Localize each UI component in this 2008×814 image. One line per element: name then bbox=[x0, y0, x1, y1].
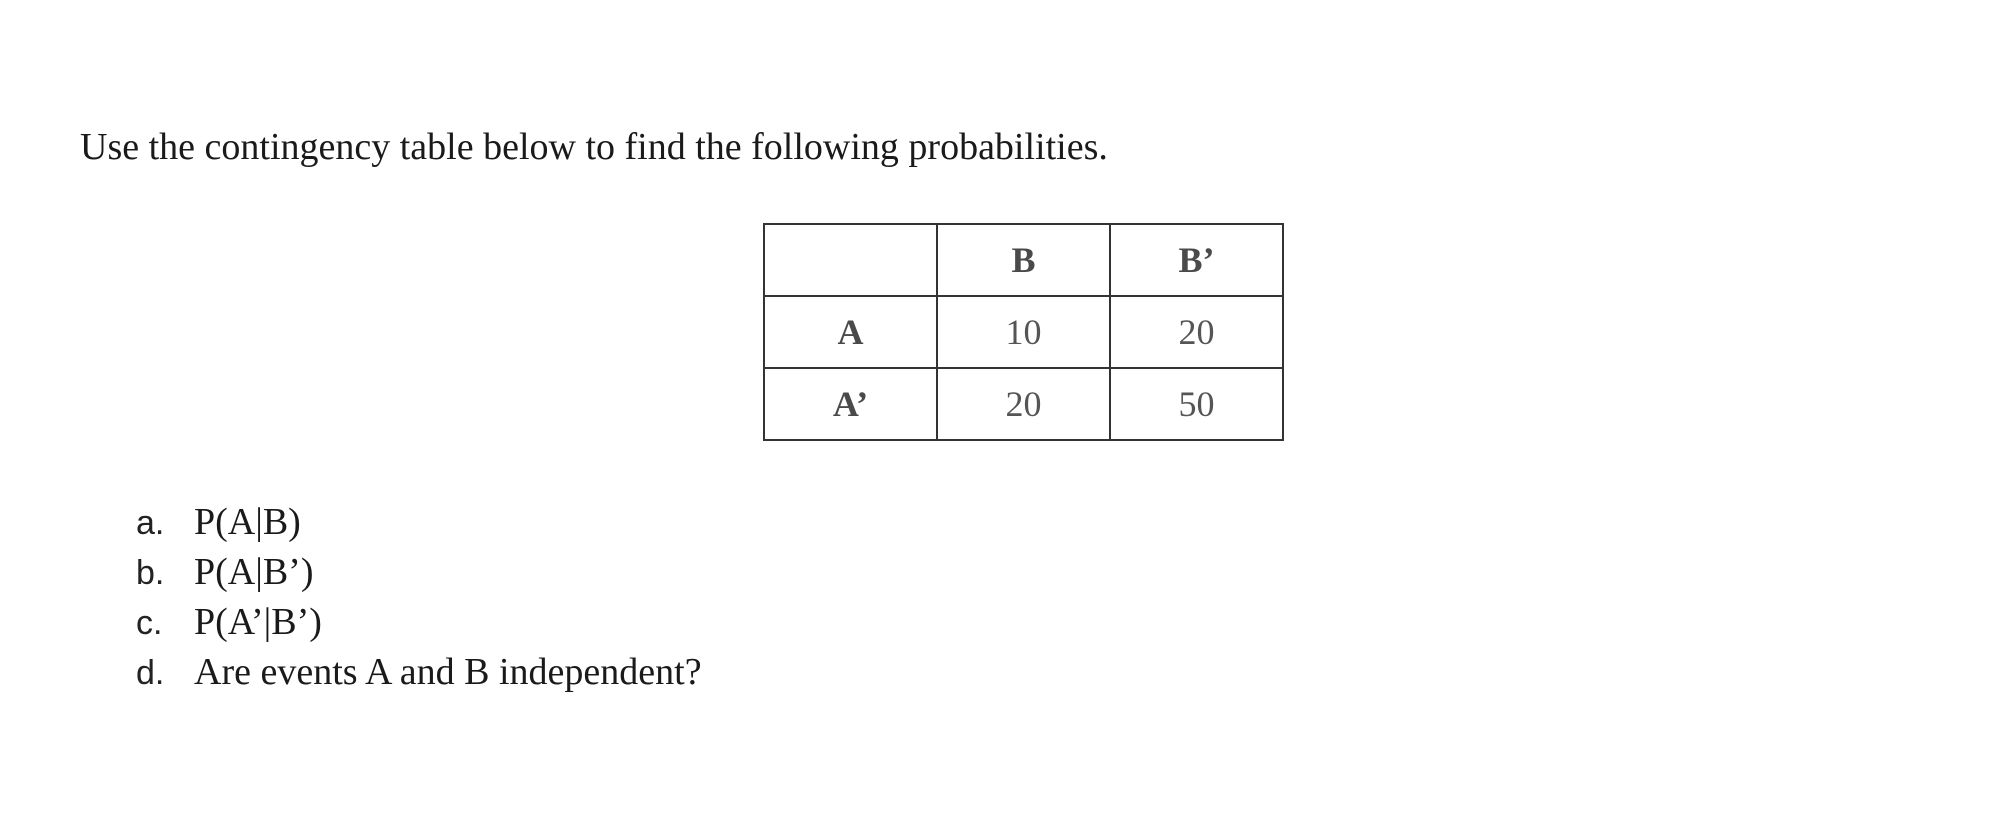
table-row bbox=[764, 296, 1283, 368]
question-text: P(A|B) bbox=[194, 501, 301, 543]
cell-a-b-complement: 20 bbox=[1110, 296, 1283, 368]
cell-a-complement-b: 20 bbox=[937, 368, 1110, 440]
list-item bbox=[136, 550, 702, 600]
cell-a-b: 10 bbox=[937, 296, 1110, 368]
list-marker: d. bbox=[136, 654, 165, 692]
cell-a-complement-b-complement: 50 bbox=[1110, 368, 1283, 440]
row-header-a: A bbox=[764, 296, 937, 368]
list-item bbox=[136, 600, 702, 650]
list-marker: c. bbox=[136, 604, 163, 642]
contingency-table bbox=[763, 223, 1284, 441]
question-text: P(A|B’) bbox=[194, 551, 314, 593]
table-header-row bbox=[764, 224, 1283, 296]
list-marker: b. bbox=[136, 554, 165, 592]
col-header-b: B bbox=[937, 224, 1110, 296]
list-item bbox=[136, 500, 702, 550]
question-list bbox=[136, 500, 702, 700]
col-header-b-complement: B’ bbox=[1110, 224, 1283, 296]
list-item bbox=[136, 650, 702, 700]
question-text: Are events A and B independent? bbox=[194, 651, 702, 693]
table-row bbox=[764, 368, 1283, 440]
row-header-a-complement: A’ bbox=[764, 368, 937, 440]
list-marker: a. bbox=[136, 504, 165, 542]
question-text: P(A’|B’) bbox=[194, 601, 322, 643]
table-corner-cell bbox=[764, 224, 937, 296]
instruction-text: Use the contingency table below to find the following probabilities. bbox=[80, 126, 1108, 168]
